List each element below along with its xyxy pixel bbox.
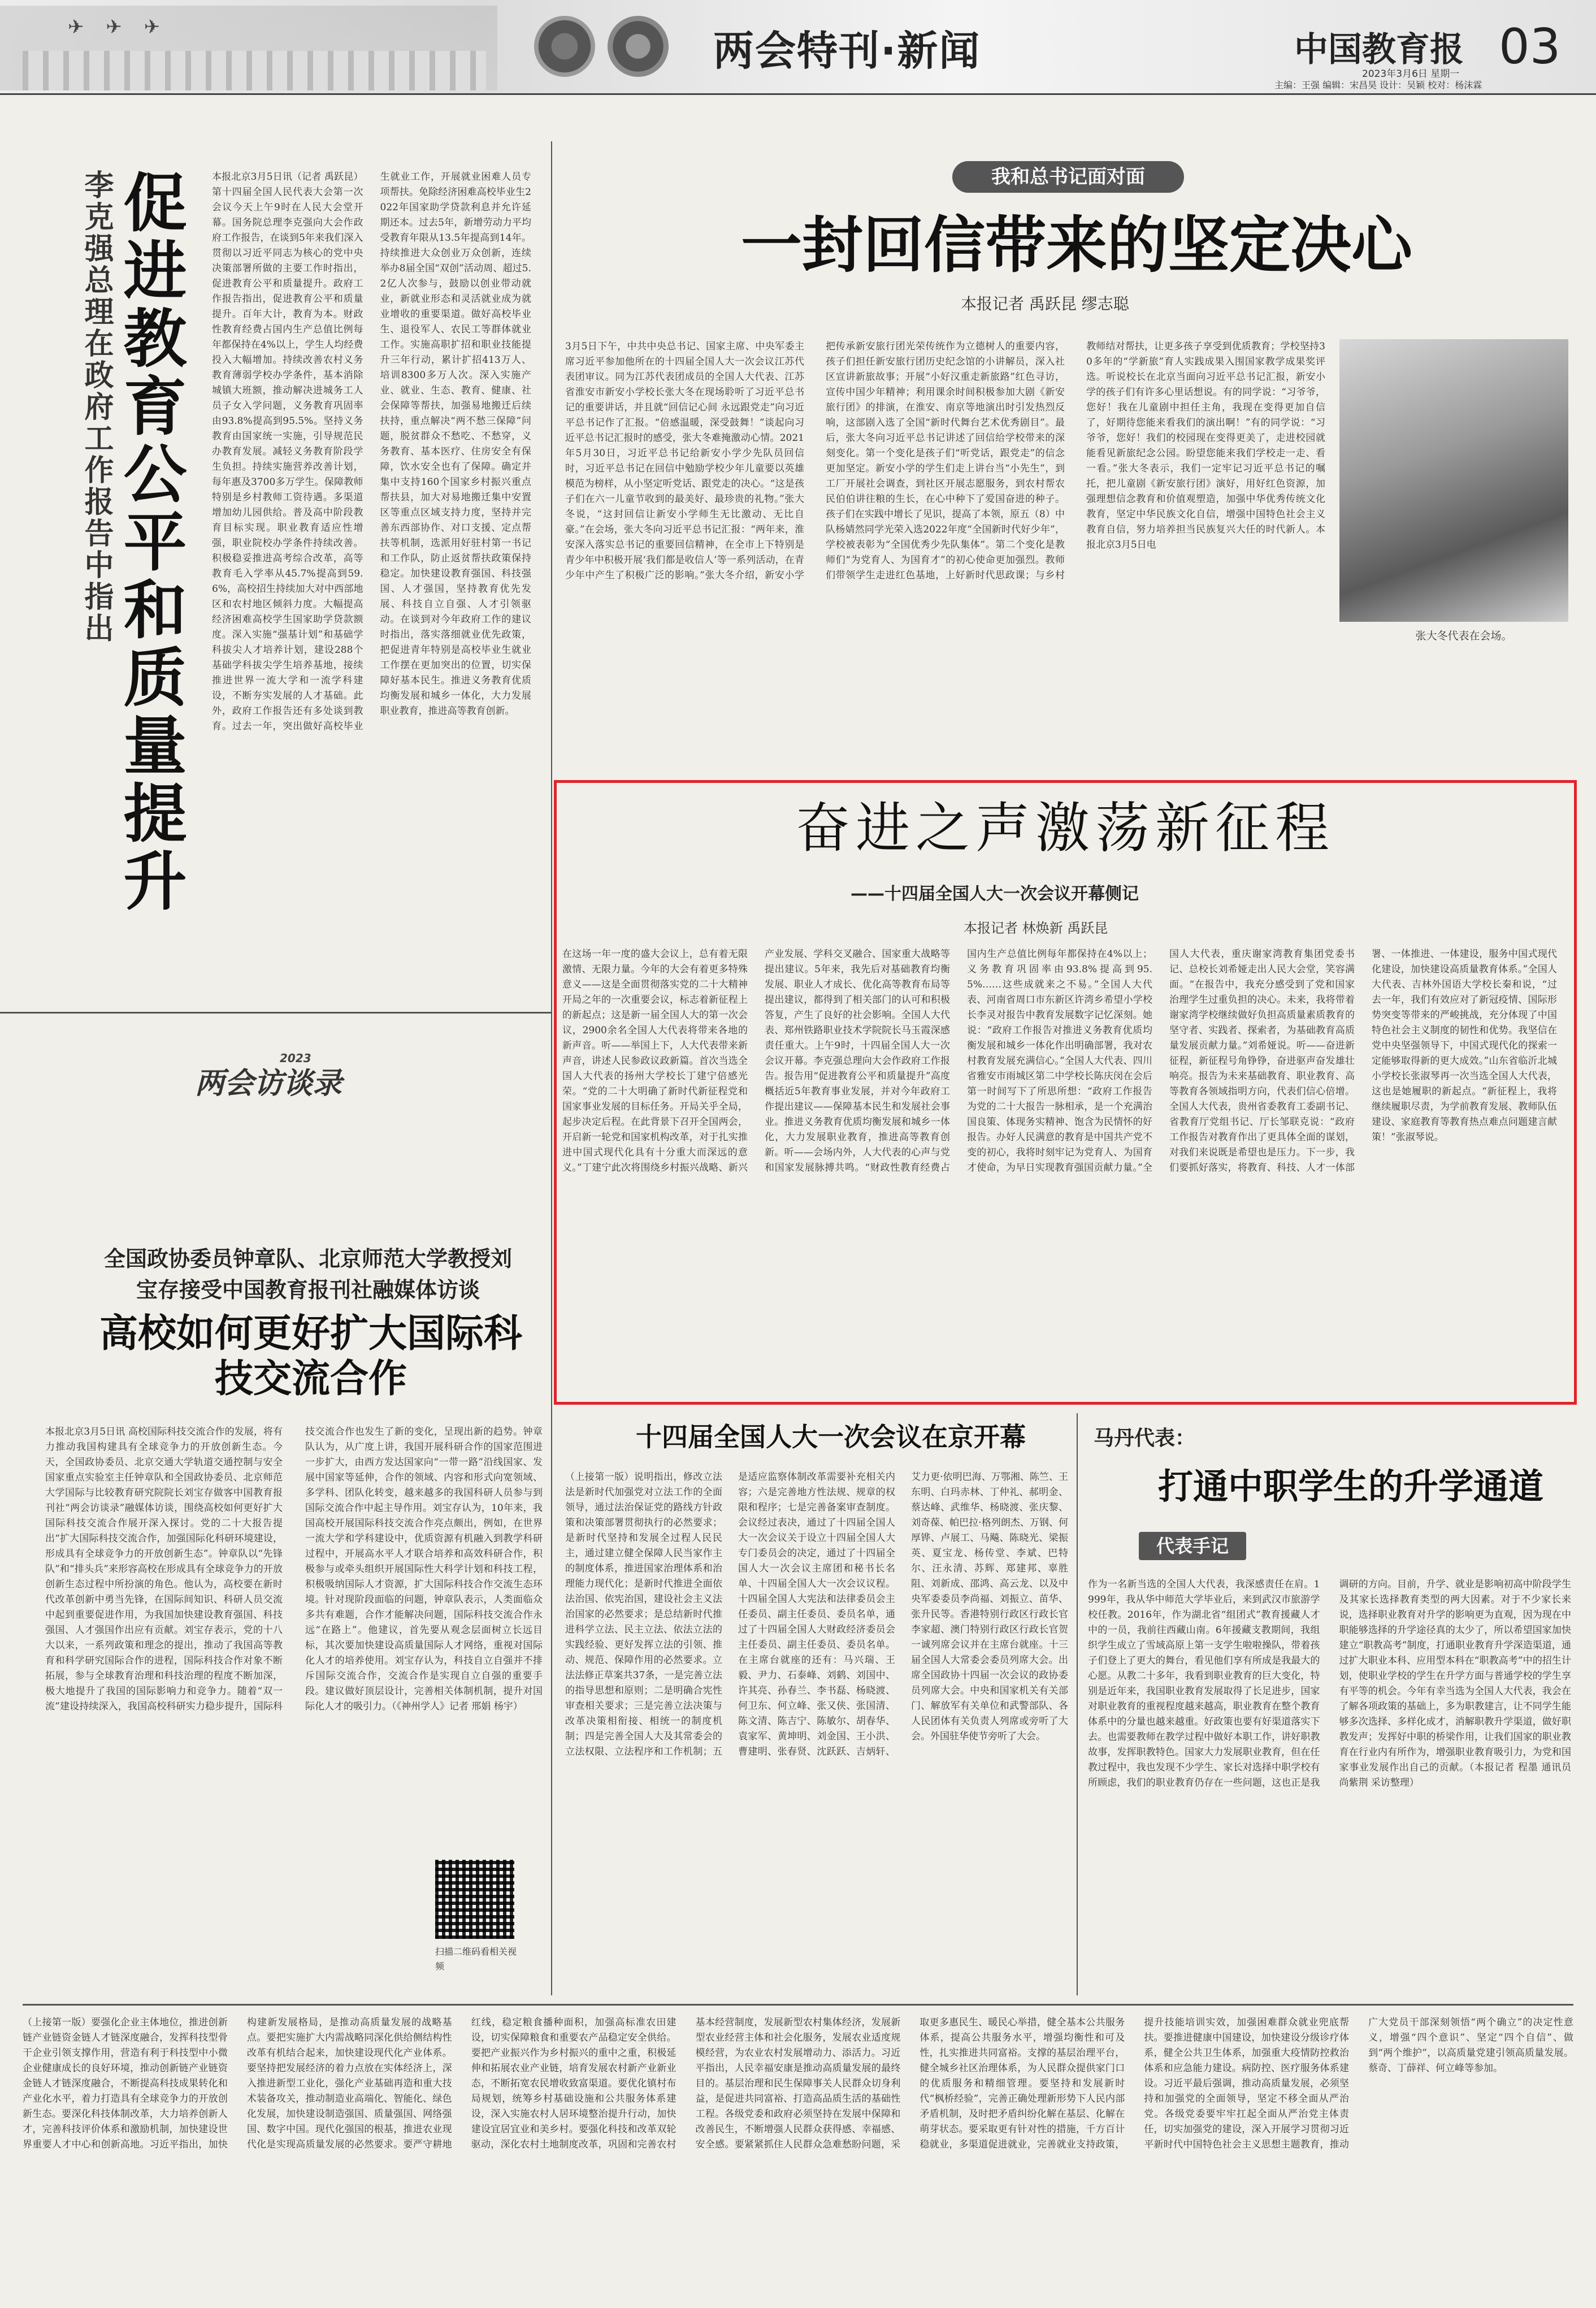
vertical-divider-left	[551, 141, 552, 1995]
section-tag: 我和总书记面对面	[952, 161, 1184, 193]
left-article-kicker: 李克强总理在政府工作报告中指出	[79, 170, 113, 644]
interview-logo	[195, 1051, 381, 1108]
interview-body: 本报北京3月5日讯 高校国际科技交流合作的发展，将有力推动我国构建具有全球竞争力的开放创新生态。今天，全国政协委员、北京交通大学轨道交通控制与安全国家重点实验室主任钟章队和全国政协委员、北京师范大学国际与比较教育研究院院长刘宝存做客中国教育报刊社“两会访谈录”融媒体访谈，围绕高校如何更好扩大国际科技交流合作展开深入探讨。党的二十大报告提出“扩大国际科技交流合作，加强国际化科研环境建设，形成具有全球竞争力的开放创新生态”。钟章队以“先锋队”和“排头兵”来形容高校在形成具有全球竞争力的开放创新生态过程中所扮演的角色。他认为，高校要在新时代改革创新中勇当先锋，在国际间知识、科研人员交流中起到重要促进作用，为我国加快建设教育强国、科技强国、人才强国作出应有贡献。刘宝存表示，党的十八大以来，一系列政策和理念的提出，推动了我国高等教育和科学研究国际合作的进程，国际科技合作对象不断拓展，参与全球教育治理和科技治理的程度不断加深，极大地提升了我国的国际影响力和竞争力。随着“双一流”建设持续深入，我国高校科研实力稳步提升，国际科技交流合作也发生了新的变化，呈现出新的趋势。钟章队认为，从广度上讲，我国开展科研合作的国家范围进一步扩大，由西方发达国家向“一带一路”沿线国家、发展中国家等延伸，合作的领域、内容和形式向宽领域、多学科、团队化转变，越来越多的我国科研人员参与到国际交流合作中起主导作用。刘宝存认为，10年来，我国高校开展国际科技交流合作亮点颇出，例如，在世界一流大学和学科建设中，优质资源有机融入到教学科研过程中，开展高水平人才联合培养和高效科研合作，积极参与或牵头组织开展国际性大科学计划和科技工程，积极吸纳国际人才资源，扩大国际科技合作交流生态环境。针对现阶段面临的问题，钟章队表示，人类面临众多共有难题，合作才能解决问题，国际科技交流合作永远“在路上”。他建议，首先要从观念层面树立长远目标，其次要加快建设高质量国际人才网络，重视对国际化人才的培养使用。刘宝存认为，科技自立自强并不排斥国际交流合作，交流合作是实现自立自强的重要手段。建议做好顶层设计，完善相关体制机制，提升对国际化人才的吸引力。（《神州学人》记者 邢娟 杨宇）	[45, 1426, 543, 1712]
npc-opening-body: （上接第一版）说明指出，修改立法法是新时代加强党对立法工作的全面领导，通过法治保证党的路线方针政策和决策部署贯彻执行的必然要求；是新时代坚持和发展全过程人民民主，通过建立健全保障人民当家作主的制度体系，推进国家治理体系和治理能力现代化；是新时代推进全面依法治国、依宪治国，建设社会主义法治国家的必然要求；是总结新时代推进科学立法、民主立法、依法立法的实践经验、更好发挥立法的引领、推动、规范、保障作用的必然要求。立法法修正草案共37条，一是完善立法的指导思想和原则；二是明确合宪性审查相关要求；三是完善立法决策与改革决策相衔接、相统一的制度机制；四是完善全国人大及其常委会的立法权限、立法程序和工作机制；五是适应监察体制改革需要补充相关内容；六是完善地方性法规、规章的权限和程序；七是完善备案审查制度。会议经过表决，通过了十四届全国人大一次会议关于设立十四届全国人大专门委员会的决定，通过了十四届全国人大一次会议主席团和秘书长名单、十四届全国人大一次会议议程。十四届全国人大宪法和法律委员会主任委员、副主任委员、委员名单，通过了十四届全国人大财政经济委员会主任委员、副主任委员、委员名单。在主席台就座的还有：马兴瑞、王毅、尹力、石泰峰、刘鹤、刘国中、许其亮、孙春兰、李书磊、杨晓渡、何卫东、何立峰、张又侠、张国清、陈文清、陈吉宁、陈敏尔、胡春华、袁家军、黄坤明、刘金国、王小洪、曹建明、张春贤、沈跃跃、吉炳轩、艾力更·依明巴海、万鄂湘、陈竺、王东明、白玛赤林、丁仲礼、郝明金、蔡达峰、武维华、杨晓渡、张庆黎、刘奇葆、帕巴拉·格列朗杰、万钢、何厚铧、卢展工、马飚、陈晓光、梁振英、夏宝龙、杨传堂、李斌、巴特尔、汪永清、苏辉、郑建邦、辜胜阻、刘新成、邵鸿、高云龙、以及中央军委委员李尚福、刘振立、苗华、张升民等。香港特别行政区行政长官李家超、澳门特别行政区行政长官贺一诚列席会议并在主席台就座。十三届全国人大常委会委员列席大会。出席全国政协十四届一次会议的政协委员列席大会。中央和国家机关有关部门、解放军有关单位和武警部队、各人民团体有关负责人列席或旁听了大会。外国驻华使节旁听了大会。	[565, 1471, 1068, 1757]
qr-code[interactable]	[435, 1860, 514, 1939]
bird-silhouettes: ✈ ✈ ✈	[68, 16, 168, 38]
issue-date: 2023年3月6日 星期一	[1362, 68, 1460, 80]
bottom-divider	[23, 2004, 1573, 2006]
delegate-photo	[1339, 339, 1568, 622]
great-hall-decoration	[0, 6, 497, 90]
top-story-byline: 本报记者 禹跃昆 缪志聪	[961, 295, 1129, 313]
interview-title: 高校如何更好扩大国际科技交流合作	[99, 1311, 522, 1401]
featured-byline: 本报记者 林焕新 禹跃昆	[964, 920, 1108, 936]
ma-body: 作为一名新当选的全国人大代表，我深感责任在肩。1999年，我从华中师范大学毕业后，来到武汉市旅游学校任教。2016年，作为湖北省“组团式”教育援藏人才中的一员，我前往西藏山南。6年援藏支教期间，我组织学生成立了雪域高原上第一支学生啦啦操队，带着孩子们登上了更大的舞台，看见他们享有所成是我最大的心愿。从教二十多年，我看到职业教育的巨大变化，特别是近年来，我国职业教育发展取得了长足进步，国家对职业教育的重视程度越来越高，职业教育在整个教育体系中的分量也越来越重。好政策也要有好渠道落实下去。也需要教师在教学过程中做好本职工作，讲好职教故事，发挥职教特色。国家大力发展职业教育，但在任教过程中，我也发现不少学生、家长对选择中职学校有所顾虑，我们的职业教育仍存在一些问题，这也正是我调研的方向。目前，升学、就业是影响初高中阶段学生及其家长选择教育类型的两大因素。对于不少家长来说，选择职业教育对升学的影响更为直观，因为现在中职能够选择的升学途径真的太少了，所以希望国家加快建立“职教高考”制度，打通职业教育升学深造渠道，通过扩大职业本科、应用型本科在“职教高考”中的招生计划，使职业学校的学生在升学方面与普通学校的学生享有平等的机会。今年有幸当选为全国人大代表，我会在了解各项政策的基础上，多为职教建言，让不同学生能够多次选择、多样化成才，消解职教升学渠道，做好职教发声；发挥好中职的桥梁作用，让我们国家的职业教育在行业内有所作为，增强职业教育吸引力，为党和国家事业发展作出自己的贡献。（本报记者 程墨 通讯员 尚紫荆 采访整理）	[1088, 1579, 1571, 1789]
special-edition-title: 两会特刊·新闻	[713, 27, 981, 75]
featured-title: 奋进之声激荡新征程	[796, 796, 1335, 860]
top-story-title: 一封回信带来的坚定决心	[740, 210, 1412, 281]
staff-credits: 主编：王强 编辑：宋昌昊 设计：吴颖 校对：杨沫霖	[1274, 80, 1482, 90]
logo-text: 两会访谈录	[195, 1067, 342, 1101]
qr-caption: 扫描二维码看相关视频	[435, 1946, 517, 1972]
column-tag: 代表手记	[1139, 1532, 1246, 1560]
ma-title: 打通中职学生的升学通道	[1157, 1466, 1543, 1507]
featured-highlight-box	[554, 780, 1577, 1405]
featured-body: 在这场一年一度的盛大会议上，总有着无限激情、无限力量。今年的大会有着更多特殊意义——这是全面贯彻落实党的二十大精神开局之年的一次重要会议，标志着新征程上的新起点；这是新一届全国人大的第一次会议，2900余名全国人大代表将带来各地的新声音。听——举国上下，人大代表带来新声音，讲述人民参政议政新篇。首次当选全国人大代表的扬州大学校长丁建宁倍感光荣。“党的二十大明确了新时代新征程党和国家事业发展的目标任务。开局关乎全局，起步决定后程。在此背景下召开全国两会，开启新一轮党和国家机构改革，对于扎实推进中国式现代化具有十分重大而深远的意义。”丁建宁此次将围绕乡村振兴战略、新兴产业发展、学科交叉融合、国家重大战略等提出建议。5年来，我先后对基础教育均衡发展、职业人才成长、优化高等教育布局等提出建议，都得到了相关部门的认可和积极答复，产生了良好的社会影响。全国人大代表、郑州铁路职业技术学院院长马玉霞深感责任重大。上午9时，十四届全国人大一次会议开幕。李克强总理向大会作政府工作报告。报告用“促进教育公平和质量提升”高度概括近5年教育事业发展，并对今年政府工作提出建议——保障基本民生和发展社会事业。推进义务教育优质均衡发展和城乡一体化，大力发展职业教育，推进高等教育创新。听——会场内外，人大代表的心声与党和国家发展脉搏共鸣。“财政性教育经费占国内生产总值比例每年都保持在4%以上；义务教育巩固率由93.8%提高到95.5%……这些成就来之不易。”全国人大代表、河南省周口市东新区许湾乡希望小学校长李灵对报告中教育发展数字记忆深刻。她说：“政府工作报告对推进义务教育优质均衡发展和城乡一体化作出明确部署，我对农村教育发展充满信心。”全国人大代表、四川省雅安市雨城区第二中学校长陈庆闵在会后第一时间写下了所思所想：“政府工作报告为党的二十大报告一脉相承，是一个充满治国良策、体现务实精神、饱含为民情怀的好报告。办好人民满意的教育是中国共产党不变的初心，我将时刻牢记为党育人、为国育才使命，为早日实现教育强国贡献力量。”全国人大代表，重庆谢家湾教育集团党委书记、总校长刘希娅走出人民大会堂，笑容满面。“在报告中，我充分感受到了党和国家治理学生过重负担的决心。未来，我将带着谢家湾学校继续做好负担高质量素质教育的坚守者、实践者、探索者，为基础教育高质量发展贡献力量。”刘希娅说。听——奋进新征程，新征程号角铮铮，奋进驱声奋发雄壮响亮。报告为未来基础教育、职业教育、高等教育各领域指明方向，代表们信心倍增。全国人大代表，贵州省委教育工委副书记、省教育厅党组书记、厅长邹联克说：“政府工作报告对教育作出了更具体全面的谋划，对我们来说既是希望也是压力。下一步，我们要抓好落实，将教育、科技、人才一体部署、一体推进、一体建设，服务中国式现代化建设，加快建设高质量教育体系。”全国人大代表、吉林外国语大学校长秦和说，“过去一年，我们有效应对了新冠疫情、国际形势突变等带来的严峻挑战，充分体现了中国特色社会主义制度的韧性和优势。我坚信在党中央坚强领导下，中国式现代化的探索一定能够取得新的更大成效。”山东省临沂北城小学校长张淑琴再一次当选全国人大代表，这也是她履职的新起点。“新征程上，我将继续履职尽责，为学前教育发展、教师队伍建设、家庭教育等教育热点难点问题建言献策！”张淑琴说。	[562, 949, 1557, 1174]
cppcc-emblem-icon	[608, 16, 669, 77]
npc-opening-title: 十四届全国人大一次会议在京开幕	[636, 1422, 1026, 1452]
masthead-banner	[0, 0, 1596, 95]
photo-caption: 张大冬代表在会场。	[1415, 630, 1512, 642]
national-emblem-icon	[534, 16, 595, 77]
top-story-body: 3月5日下午，中共中央总书记、国家主席、中央军委主席习近平参加他所在的十四届全国人大一次会议江苏代表团审议。同为江苏代表团成员的全国人大代表、江苏省淮安市新安小学校长张大冬在现场聆听了习近平总书记的重要讲话，并且就“回信记心间 永远跟党走”向习近平总书记作了汇报。“倍感温暖，深受鼓舞！”谈起向习近平总书记汇报时的感受，张大冬难掩激动心情。2021年5月30日，习近平总书记给新安小学少先队员回信时，习近平总书记在回信中勉励学校少年儿童要以英雄模范为榜样，从小坚定听党话、跟党走的决心。“这是孩子们在六一儿童节收到的最美好、最珍贵的礼物。”张大冬说，“这封回信让新安小学师生无比激动、无比自豪。”在会场，张大冬向习近平总书记汇报：“两年来，淮安深入落实总书记的重要回信精神，在全市上下特别是青少年中积极开展‘我们都是收信人’等一系列活动，在青少年中产生了积极广泛的影响。”张大冬介绍，新安小学把传承新安旅行团光荣传统作为立德树人的重要内容，孩子们担任新安旅行团历史纪念馆的小讲解员，深入社区宣讲新旅故事；开展“小好汉重走新旅路”红色寻访，宣传中国少年精神；利用课余时间积极参加大剧《新安旅行团》的排演，在淮安、南京等地演出时引发热烈反响，这部剧入选了全国“新时代舞台艺术优秀剧目”。最后，张大冬向习近平总书记讲述了回信给学校带来的深刻变化。第一个变化是孩子们“听党话，跟党走”的信念更加坚定。新安小学的学生们走上讲台当“小先生”，到工厂开展社会调查，到社区开展志愿服务，到农村帮农民伯伯讲往粮的生长，在心中种下了爱国奋进的种子。孩子们在实践中增长了见识，提高了本领，原五（8）中队杨婧然同学光荣入选2022年度“全国新时代好少年”，学校被表彰为“全国优秀少先队集体”。第二个变化是教师们“为党育人、为国育才”的初心使命更加强烈。教师们带领学生走进红色基地，上好新时代思政课；与乡村教师结对帮扶，让更多孩子享受到优质教育；学校坚持30多年的“学新旅”育人实践成果入围国家教学成果奖评选。听说校长在北京当面向习近平总书记汇报，新安小学的孩子们有许多心里话想说。有的同学说：“习爷爷，您好！我在儿童剧中担任主角，我现在变得更加自信了，好期待您能来看我们的演出啊！”有的同学说：“习爷爷，您好！我们的校园现在变得更美了，走进校园就能看见新旅纪念公园。盼望您能来我们学校走一走、看一看。”张大冬表示，我们一定牢记习近平总书记的嘱托，把儿童剧《新安旅行团》演好，用好红色资源，加强理想信念教育和价值观塑造，加强中华优秀传统文化教育，坚定中华民族文化自信，增强中国特色社会主义教育自信，努力培养担当民族复兴大任的时代新人。本报北京3月5日电	[565, 341, 1325, 581]
interview-kicker: 全国政协委员钟章队、北京师范大学教授刘宝存接受中国教育报刊社融媒体访谈	[103, 1246, 512, 1302]
bottom-band-body: （上接第一版）要强化企业主体地位，推进创新链产业链资金链人才链深度融合，发挥科技型骨干企业引领支撑作用，营造有利于科技型中小微企业健康成长的良好环境，推动创新链产业链资金链人才链深度融合，不断提高科技成果转化和产业化水平，着力打造具有全球竞争力的开放创新生态。要深化科技体制改革，大力培养创新人才，完善科技评价体系和激励机制，加快建设世界重要人才中心和创新高地。习近平指出，加快构建新发展格局，是推动高质量发展的战略基点。要把实施扩大内需战略同深化供给侧结构性改革有机结合起来，加快建设现代化产业体系。要坚持把发展经济的着力点放在实体经济上，深入推进新型工业化，强化产业基础再造和重大技术装备攻关，推动制造业高端化、智能化、绿色化发展，加快建设制造强国、质量强国、网络强国、数字中国。现代化强国的根基，推进农业现代化是实现高质量发展的必然要求。要严守耕地红线，稳定粮食播种面积，加强高标准农田建设，切实保障粮食和重要农产品稳定安全供给。要把产业振兴作为乡村振兴的重中之重，积极延伸和拓展农业产业链，培育发展农村新产业新业态，不断拓宽农民增收致富渠道。要优化镇村布局规划，统筹乡村基础设施和公共服务体系建设，深入实施农村人居环境整治提升行动，加快建设宜居宜业和美乡村。要强化科技和改革双轮驱动，深化农村土地制度改革，巩固和完善农村基本经营制度，发展新型农村集体经济，发展新型农业经营主体和社会化服务，发展农业适度规模经营，为农业农村发展增动力、添活力。习近平指出，人民幸福安康是推动高质量发展的最终目的。基层治理和民生保障事关人民群众切身利益，是促进共同富裕、打造高品质生活的基础性工程。各级党委和政府必须坚持在发展中保障和改善民生，不断增强人民群众获得感、幸福感、安全感。要紧紧抓住人民群众急难愁盼问题，采取更多惠民生、暖民心举措，健全基本公共服务体系，提高公共服务水平，增强均衡性和可及性，扎实推进共同富裕。支撑的基层治理平台，健全城乡社区治理体系，为人民群众提供家门口的优质服务和精细管理。要坚持和发展新时代“枫桥经验”，完善正确处理新形势下人民内部矛盾机制，及时把矛盾纠纷化解在基层、化解在萌芽状态。要采取更有针对性的措施，千方百计稳就业，多渠道促进就业，完善就业支持政策，提升技能培训实效，加强困难群众就业兜底帮扶。要推进健康中国建设，加快建设分级诊疗体系，健全公共卫生体系，加强重大疫情防控救治体系和应急能力建设。病防控、医疗服务体系建设。习近平最后强调，推动高质量发展，必须坚持和加强党的全面领导，坚定不移全面从严治党。各级党委要牢牢扛起全面从严治党主体责任，切实加强党的建设，深入开展学习贯彻习近平新时代中国特色社会主义思想主题教育，推动广大党员干部深刻领悟“两个确立”的决定性意义，增强“四个意识”、坚定“四个自信”、做到“两个维护”，以高质量党建引领高质量发展。蔡奇、丁薛祥、何立峰等参加。	[23, 2017, 1573, 2150]
logo-year: 2023	[280, 1051, 311, 1065]
paper-name: 中国教育报	[1294, 30, 1464, 70]
left-divider-1	[0, 1012, 551, 1014]
left-article-title: 促进教育公平和质量提升	[113, 170, 187, 916]
left-article-body: 本报北京3月5日讯（记者 禹跃昆）第十四届全国人民代表大会第一次会议今天上午9时在人民大会堂开幕。国务院总理李克强向大会作政府工作报告，在谈到5年来我们深入贯彻以习近平同志为核心的党中央决策部署所做的主要工作时指出，促进教育公平和质量提升。政府工作报告指出，促进教育公平和质量提升。百年大计，教育为本。财政性教育经费占国内生产总值比例每年都保持在4%以上，学生人均经费投入大幅增加。持续改善农村义务教育薄弱学校办学条件，基本消除城镇大班额，推动解决进城务工人员子女入学问题，义务教育巩固率由93.8%提高到95.5%。坚持义务教育由国家统一实施，引导规范民办教育发展。减轻义务教育阶段学生负担。持续实施营养改善计划，每年惠及3700多万学生。保障教师特别是乡村教师工资待遇。多渠道增加幼儿园供给。普及高中阶段教育目标实现。职业教育适应性增强，职业院校办学条件持续改善。积极稳妥推进高考综合改革，高等教育毛入学率从45.7%提高到59.6%，高校招生持续加大对中西部地区和农村地区倾斜力度。大幅提高经济困难高校学生国家助学贷款额度。深入实施“强基计划”和基础学科拔尖人才培养计划，建设288个基础学科拔尖学生培养基地，接续推进世界一流大学和一流学科建设，不断夯实发展的人才基础。此外，政府工作报告还有多处谈到教育。过去一年，突出做好高校毕业生就业工作，开展就业困难人员专项帮扶。免除经济困难高校毕业生2022年国家助学贷款利息并允许延期还本。过去5年，新增劳动力平均受教育年限从13.5年提高到14年。持续推进大众创业万众创新，连续举办8届全国“双创”活动周、超过5.2亿人次参与，鼓励以创业带动就业，新就业形态和灵活就业成为就业增收的重要渠道。做好高校毕业生、退役军人、农民工等群体就业工作。实施高职扩招和职业技能提升三年行动，累计扩招413万人、培训8300多万人次。深入实施产业、就业、生态、教育、健康、社会保障等帮扶，加强易地搬迁后续扶持，重点解决“两不愁三保障”问题，脱贫群众不愁吃、不愁穿，义务教育、基本医疗、住房安全有保障，饮水安全也有了保障。确定并集中支持160个国家乡村振兴重点帮扶县，加大对易地搬迁集中安置区等重点区域支持力度，坚持并完善东西部协作、对口支援、定点帮扶等机制，选派用好驻村第一书记和工作队，防止返贫帮扶政策保持稳定。加快建设教育强国、科技强国、人才强国，坚持教育优先发展、科技自立自强、人才引领驱动。在谈到对今年政府工作的建议时指出，落实落细就业优先政策，把促进青年特别是高校毕业生就业工作摆在更加突出的位置，切实保障好基本民生。推进义务教育优质均衡发展和城乡一体化，大力发展职业教育，推进高等教育创新。	[212, 171, 531, 732]
vertical-divider-right	[1077, 1413, 1078, 1995]
ma-kicker: 马丹代表：	[1094, 1427, 1196, 1450]
featured-subtitle: ——十四届全国人大一次会议开幕侧记	[851, 884, 1139, 904]
page-number: 03	[1499, 19, 1561, 75]
building-columns	[23, 51, 486, 90]
